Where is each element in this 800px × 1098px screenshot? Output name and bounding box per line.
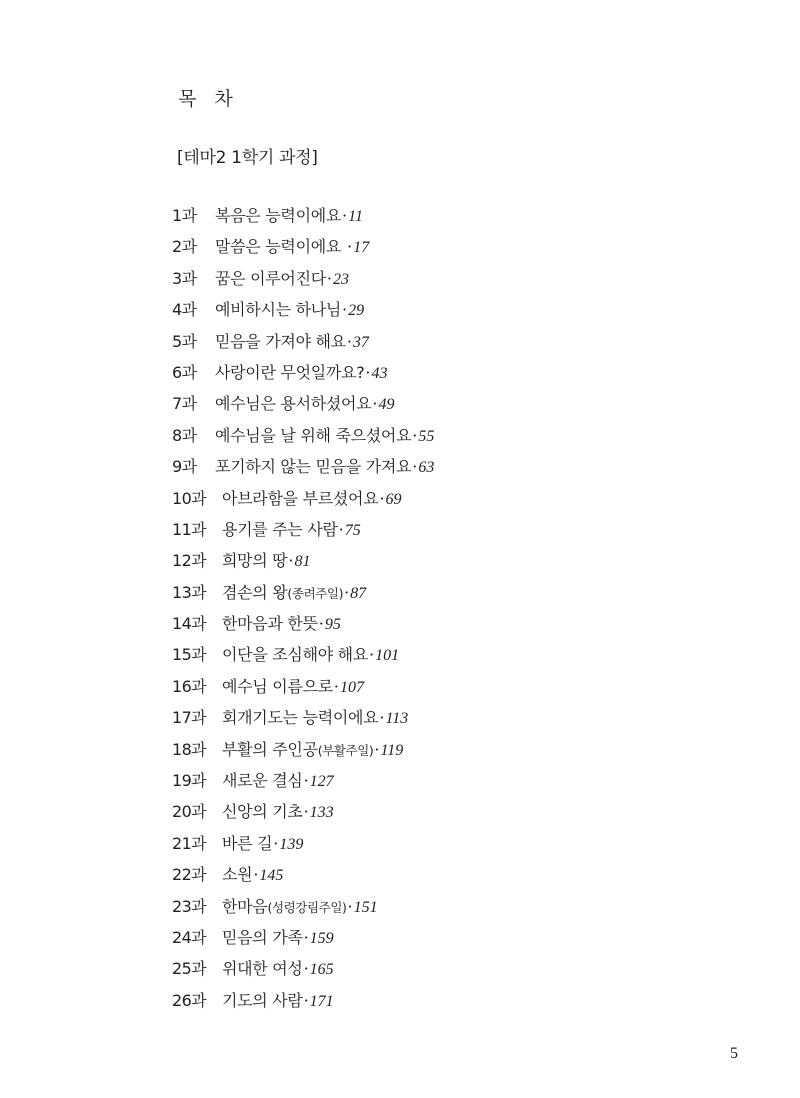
page-separator: · xyxy=(338,519,344,539)
page-separator: · xyxy=(379,708,385,728)
page-separator: · xyxy=(347,896,353,916)
lesson-title: 바른 길 xyxy=(222,833,273,853)
page-separator: · xyxy=(368,645,375,665)
lesson-number: 23과 xyxy=(172,896,207,916)
page-separator: · xyxy=(253,865,259,885)
lesson-number: 2과 xyxy=(172,237,197,257)
page-reference: 23 xyxy=(332,270,349,288)
lesson-title: 회개기도는 능력이에요 xyxy=(222,708,379,728)
lesson-title: 아브라함을 부르셨어요 xyxy=(222,488,379,508)
toc-list xyxy=(172,200,434,1016)
toc-entry xyxy=(172,796,434,827)
page-number: 5 xyxy=(730,1045,738,1062)
toc-entry xyxy=(172,891,434,922)
toc-entry xyxy=(172,545,434,576)
lesson-number: 25과 xyxy=(172,959,207,979)
page-reference: 63 xyxy=(418,459,435,477)
page-reference: 101 xyxy=(375,647,400,665)
toc-heading: 목 차 xyxy=(178,88,239,110)
lesson-number: 16과 xyxy=(172,676,207,696)
lesson-number: 1과 xyxy=(172,206,197,225)
lesson-title: 복음은 능력이에요 xyxy=(215,206,342,225)
lesson-title: 꿈은 이루어진다 xyxy=(215,268,326,288)
lesson-number: 18과 xyxy=(172,739,207,759)
page-separator: · xyxy=(342,237,353,257)
lesson-title: 신앙의 기초 xyxy=(222,802,303,822)
lesson-title: 기도의 사람 xyxy=(222,990,303,1010)
lesson-number: 13과 xyxy=(172,582,207,602)
toc-entry xyxy=(172,420,434,451)
page-reference: 75 xyxy=(344,521,361,539)
lesson-number: 19과 xyxy=(172,771,207,791)
page-separator: · xyxy=(412,457,418,477)
page-separator: · xyxy=(303,771,309,791)
lesson-number: 10과 xyxy=(172,488,207,508)
lesson-title: 믿음의 가족 xyxy=(222,927,303,947)
lesson-title: 말씀은 능력이에요 xyxy=(215,237,342,257)
page-reference: 11 xyxy=(348,208,363,225)
toc-entry xyxy=(172,451,434,482)
lesson-title: 예수님은 용서하셨어요 xyxy=(215,394,372,414)
lesson-number: 7과 xyxy=(172,394,197,414)
toc-entry xyxy=(172,765,434,796)
lesson-number: 26과 xyxy=(172,990,207,1010)
page-reference: 17 xyxy=(353,239,370,257)
page-separator: · xyxy=(273,833,279,853)
page-separator: · xyxy=(303,802,309,822)
lesson-title: 예수님을 날 위해 죽으셨어요 xyxy=(215,425,412,445)
page-reference: 113 xyxy=(385,710,409,728)
page-reference: 107 xyxy=(339,678,364,696)
toc-entry xyxy=(172,577,434,608)
lesson-title: 한마음 xyxy=(222,896,268,916)
lesson-note: (부활주일) xyxy=(317,742,374,758)
toc-entry xyxy=(172,859,434,890)
lesson-title: 소원 xyxy=(222,865,253,885)
page-separator: · xyxy=(374,739,380,759)
lesson-title: 포기하지 않는 믿음을 가져요 xyxy=(215,457,412,477)
lesson-number: 21과 xyxy=(172,833,207,853)
toc-entry xyxy=(172,953,434,984)
lesson-number: 5과 xyxy=(172,331,197,351)
page-separator: · xyxy=(326,268,332,288)
lesson-title: 사랑이란 무엇일까요? xyxy=(215,362,365,382)
page-separator: · xyxy=(342,300,348,320)
lesson-number: 17과 xyxy=(172,708,207,728)
lesson-number: 12과 xyxy=(172,551,207,571)
lesson-number: 24과 xyxy=(172,927,207,947)
lesson-title: 예비하시는 하나님 xyxy=(215,300,342,320)
page-separator: · xyxy=(365,362,371,382)
lesson-title: 한마음과 한뜻 xyxy=(222,614,318,634)
lesson-number: 3과 xyxy=(172,268,197,288)
page-separator: · xyxy=(303,990,309,1010)
page-separator: · xyxy=(303,959,309,979)
lesson-title: 겸손의 왕 xyxy=(222,582,288,602)
page-separator: · xyxy=(346,331,352,351)
toc-entry xyxy=(172,357,434,388)
toc-entry xyxy=(172,294,434,325)
toc-entry xyxy=(172,734,434,765)
page-separator: · xyxy=(412,425,418,445)
toc-entry xyxy=(172,200,434,231)
lesson-title: 새로운 결심 xyxy=(222,771,303,791)
page-reference: 95 xyxy=(324,616,341,634)
toc-entry xyxy=(172,985,434,1016)
toc-entry xyxy=(172,483,434,514)
page-separator: · xyxy=(372,394,378,414)
page-reference: 139 xyxy=(279,835,304,853)
toc-entry xyxy=(172,263,434,294)
lesson-title: 이단을 조심해야 해요 xyxy=(222,645,368,665)
page-reference: 29 xyxy=(348,302,365,320)
toc-entry xyxy=(172,514,434,545)
page-reference: 69 xyxy=(385,490,402,508)
lesson-title: 예수님 이름으로 xyxy=(222,676,333,696)
page-reference: 43 xyxy=(371,364,388,382)
toc-entry xyxy=(172,231,434,262)
lesson-title: 희망의 땅 xyxy=(222,551,288,571)
lesson-number: 14과 xyxy=(172,614,207,634)
lesson-number: 15과 xyxy=(172,645,207,665)
page-separator: · xyxy=(342,206,348,225)
page-reference: 49 xyxy=(378,396,395,414)
lesson-title: 부활의 주인공 xyxy=(222,739,318,759)
page-reference: 165 xyxy=(309,961,334,979)
lesson-title: 믿음을 가져야 해요 xyxy=(215,331,346,351)
page-reference: 55 xyxy=(418,427,435,445)
page-separator: · xyxy=(379,488,385,508)
section-title: [테마2 1학기 과정] xyxy=(177,148,318,168)
page-reference: 127 xyxy=(309,773,334,791)
toc-entry xyxy=(172,828,434,859)
lesson-number: 6과 xyxy=(172,362,197,382)
page-separator: · xyxy=(344,582,350,602)
page-reference: 81 xyxy=(294,553,311,571)
page-separator: · xyxy=(318,614,324,634)
page-separator: · xyxy=(303,927,309,947)
lesson-number: 11과 xyxy=(172,519,207,539)
page-reference: 37 xyxy=(352,333,369,351)
lesson-number: 8과 xyxy=(172,425,197,445)
page-reference: 119 xyxy=(380,741,404,759)
page-reference: 87 xyxy=(350,584,367,602)
toc-entry xyxy=(172,388,434,419)
toc-entry xyxy=(172,671,434,702)
lesson-number: 20과 xyxy=(172,802,207,822)
toc-entry xyxy=(172,702,434,733)
page-reference: 171 xyxy=(309,992,334,1010)
toc-entry xyxy=(172,639,434,670)
page-reference: 145 xyxy=(259,867,284,885)
page-separator: · xyxy=(333,676,339,696)
toc-entry xyxy=(172,326,434,357)
lesson-title: 용기를 주는 사람 xyxy=(222,519,338,539)
lesson-number: 9과 xyxy=(172,457,197,477)
lesson-number: 22과 xyxy=(172,865,207,885)
page-separator: · xyxy=(288,551,294,571)
lesson-number: 4과 xyxy=(172,300,197,320)
toc-entry xyxy=(172,922,434,953)
toc-entry xyxy=(172,608,434,639)
lesson-note: (종려주일) xyxy=(287,585,344,601)
page-reference: 151 xyxy=(353,898,378,916)
page-reference: 133 xyxy=(309,804,334,822)
page-reference: 159 xyxy=(309,929,334,947)
lesson-note: (성령강림주일) xyxy=(267,899,347,915)
lesson-title: 위대한 여성 xyxy=(222,959,303,979)
